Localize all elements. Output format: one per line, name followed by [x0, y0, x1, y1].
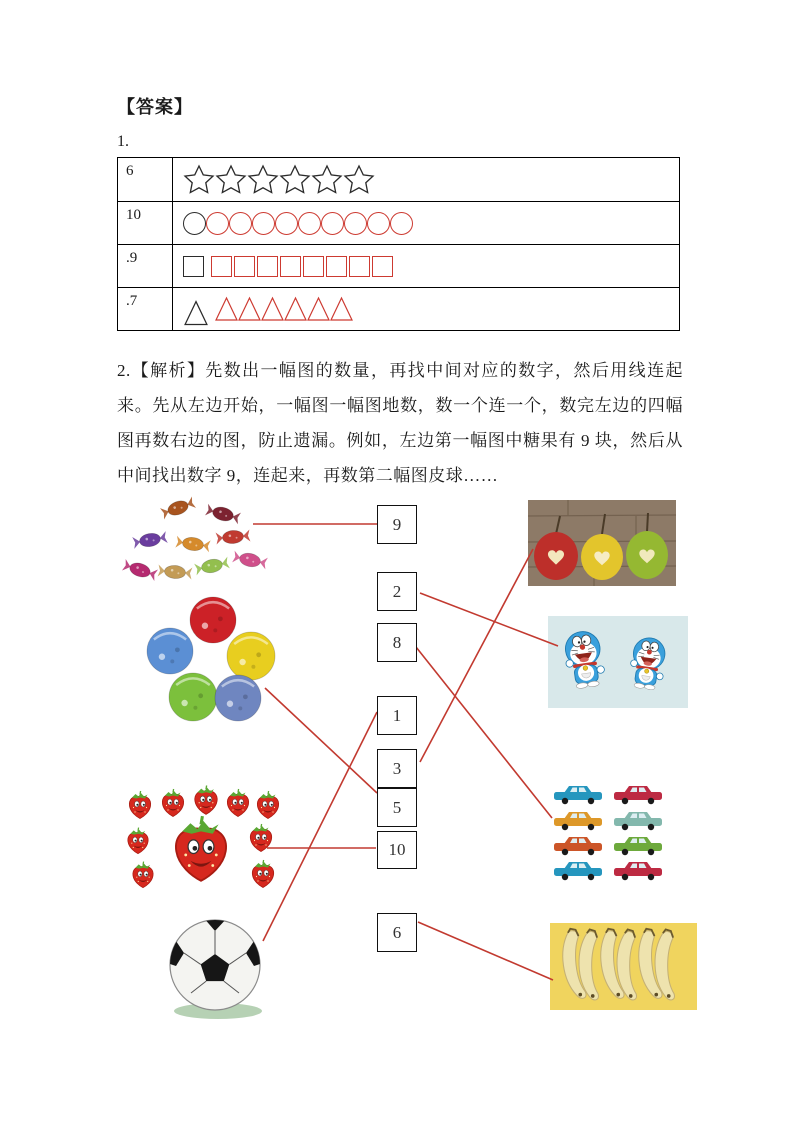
circle-shape: [298, 212, 321, 235]
doraemon-image: [548, 616, 688, 708]
car: [554, 862, 602, 880]
strawberry: [250, 824, 271, 852]
candy: [205, 503, 241, 524]
circle-shape: [252, 212, 275, 235]
circle-shape: [344, 212, 367, 235]
toy-ball: [147, 628, 193, 674]
car: [614, 837, 662, 855]
item2-explanation: 2.【解析】先数出一幅图的数量，再找中间对应的数字，然后用线连起来。先从左边开始，一幅图一幅图地数，数一个连一个，数完左边的四幅图再数右边的图，防止遗漏。例如，左边第一幅图中糖果有 9 块，然后从中间找出数字 9，连起来，再数第二幅图皮球……: [117, 361, 683, 485]
row-shapes: [173, 288, 679, 330]
square-shape: [372, 256, 393, 277]
circle-shape: [183, 212, 206, 235]
square-shape: [183, 256, 204, 277]
square-shape: [211, 256, 232, 277]
square-shape: [326, 256, 347, 277]
triangle-shape: [214, 296, 239, 322]
table-row: [118, 287, 679, 330]
table-row: [118, 244, 679, 287]
number-box-6: 6: [377, 913, 417, 952]
square-shape: [257, 256, 278, 277]
strawberry: [195, 785, 217, 814]
strawberry: [227, 789, 248, 817]
answer-table: [117, 157, 680, 331]
line-6-bananas: [418, 922, 553, 980]
line-2-doraemon: [420, 593, 558, 646]
strawberry: [133, 862, 153, 888]
number-box-1: 1: [377, 696, 417, 735]
number-box-8: 8: [377, 623, 417, 662]
candies-image: [120, 492, 268, 587]
square-shape: [303, 256, 324, 277]
car: [554, 837, 602, 855]
row-count-label: 6: [118, 158, 173, 201]
star-shape: [311, 163, 343, 197]
circle-shape: [229, 212, 252, 235]
star-shape: [183, 163, 215, 197]
triangle-shape: [260, 296, 285, 322]
circle-shape: [321, 212, 344, 235]
circle-shape: [367, 212, 390, 235]
candy: [175, 535, 210, 553]
number-box-2: 2: [377, 572, 417, 611]
cars-image: [550, 783, 668, 886]
candy: [232, 550, 268, 570]
star-shape: [215, 163, 247, 197]
line-8-cars: [416, 647, 552, 818]
strawberries-image: [118, 778, 283, 890]
star-shape: [247, 163, 279, 197]
car: [614, 786, 662, 804]
row-shapes: [173, 245, 679, 287]
square-shape: [349, 256, 370, 277]
strawberry: [129, 791, 150, 819]
triangle-shape: [306, 296, 331, 322]
car: [554, 812, 602, 830]
number-box-5: 5: [377, 788, 417, 827]
car: [614, 862, 662, 880]
row-count-label: .9: [118, 245, 173, 287]
circle-shape: [206, 212, 229, 235]
bananas-image: [550, 923, 697, 1010]
number-box-10: 10: [377, 831, 417, 869]
strawberry: [128, 828, 148, 854]
circle-shape: [390, 212, 413, 235]
row-shapes: [173, 158, 679, 201]
table-row: [118, 158, 679, 201]
number-box-9: 9: [377, 505, 417, 544]
square-shape: [280, 256, 301, 277]
triangle-shape: [237, 296, 262, 322]
circle-shape: [275, 212, 298, 235]
candy: [215, 529, 250, 545]
strawberry: [252, 860, 273, 888]
car: [554, 786, 602, 804]
strawberry: [162, 789, 183, 817]
square-shape: [234, 256, 255, 277]
item1-label: 1.: [117, 133, 129, 150]
toy-ball: [190, 597, 236, 643]
car: [614, 812, 662, 830]
row-count-label: .7: [118, 288, 173, 330]
strawberry: [176, 816, 226, 881]
candy: [157, 564, 192, 580]
candy: [160, 496, 196, 520]
line-3-apples: [420, 549, 533, 762]
number-box-3: 3: [377, 749, 417, 788]
triangle-shape: [183, 299, 209, 327]
toy-ball: [227, 632, 275, 680]
star-shape: [343, 163, 375, 197]
candy: [122, 559, 158, 582]
heart-apples-image: [528, 500, 676, 586]
rubber-balls-image: [138, 593, 278, 730]
triangle-shape: [329, 296, 354, 322]
candy: [132, 531, 168, 550]
toy-ball: [215, 675, 261, 721]
toy-ball: [169, 673, 217, 721]
row-shapes: [173, 202, 679, 244]
triangle-shape: [283, 296, 308, 322]
table-row: [118, 201, 679, 244]
answer-heading: 【答案】: [117, 97, 193, 117]
row-count-label: 10: [118, 202, 173, 244]
candy: [194, 556, 230, 576]
strawberry: [257, 791, 278, 819]
soccer-ball-image: [162, 915, 274, 1020]
star-shape: [279, 163, 311, 197]
